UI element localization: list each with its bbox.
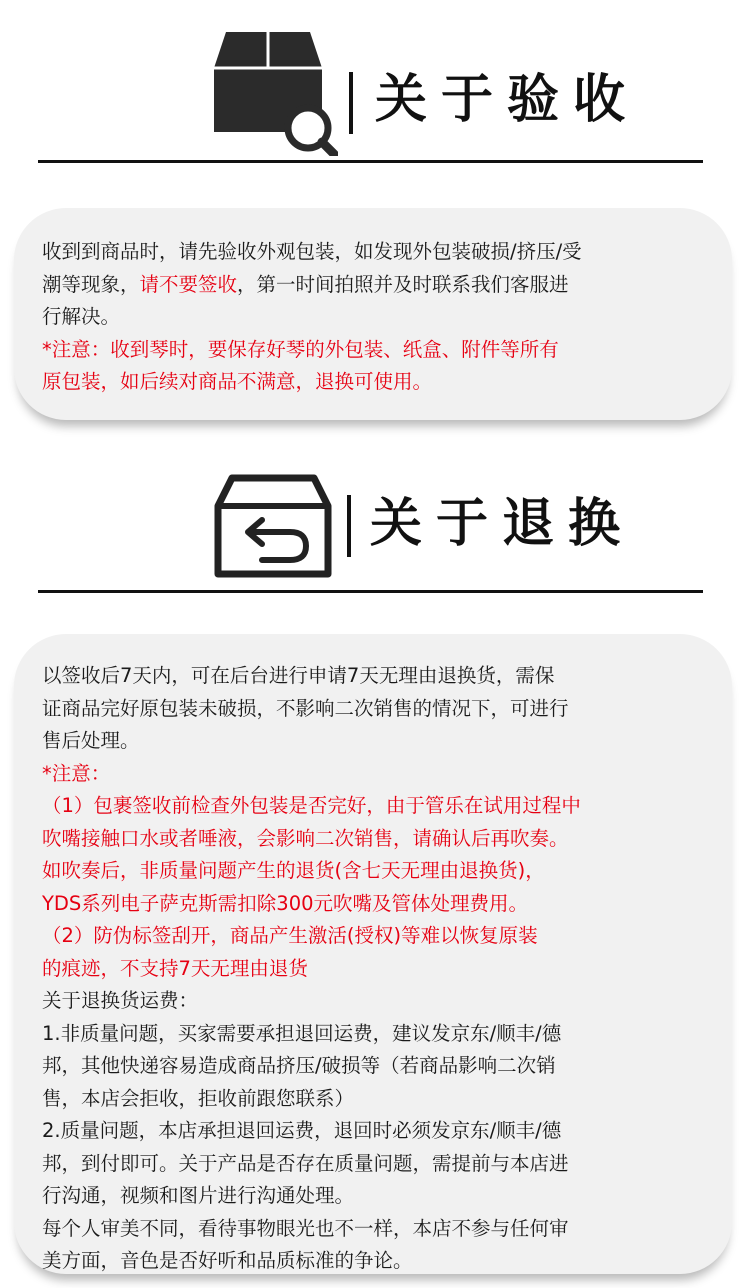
accept-line	[42, 334, 716, 367]
returns-line: 证商品完好原包装未破损，不影响二次销售的情况下，可进行	[42, 696, 569, 720]
returns-card	[14, 634, 732, 1274]
returns-warning-line: （1）包裹签收前检查外包装是否完好，由于管乐在试用过程中	[42, 794, 581, 817]
returns-line: 行沟通，视频和图片进行沟通处理。	[42, 1184, 355, 1207]
accept-line	[42, 236, 716, 269]
accept-text-segment: 潮等现象，	[42, 272, 140, 296]
returns-line: 美方面，音色是否好听和品质标准的争论。	[42, 1249, 413, 1272]
header-divider	[349, 72, 353, 134]
returns-line: 2.质量问题，本店承担退回运费，退回时必须发京东/顺丰/德	[42, 1119, 562, 1142]
returns-warning-line: YDS系列电子萨克斯需扣除300元吹嘴及管体处理费用。	[42, 891, 529, 915]
package-search-icon	[212, 28, 338, 156]
accept-rule	[38, 160, 703, 163]
returns-warning-line: 吹嘴接触口水或者唾液，会影响二次销售，请确认后再吹奏。	[42, 826, 569, 850]
returns-line: 1.非质量问题，买家需要承担退回运费，建议发京东/顺丰/德	[42, 1021, 562, 1045]
returns-warning-line: （2）防伪标签刮开，商品产生激活(授权)等难以恢复原装	[42, 924, 538, 947]
returns-header	[0, 460, 750, 600]
returns-warning-line: 如吹奏后，非质量问题产生的退货(含七天无理由退换货)，	[42, 859, 545, 882]
accept-warning-text: 请不要签收	[139, 272, 238, 296]
returns-line: 邦，其他快递容易造成商品挤压/破损等（若商品影响二次销	[42, 1054, 556, 1077]
returns-line: 售，本店会拒收，拒收前跟您联系）	[42, 1086, 355, 1110]
accept-warning-text: *注意：收到琴时，要保存好琴的外包装、纸盒、附件等所有	[42, 337, 559, 361]
accept-title: 关于验收	[375, 69, 640, 130]
accept-text	[42, 236, 716, 399]
returns-line: 售后处理。	[42, 729, 140, 752]
returns-title: 关于退换	[370, 493, 635, 554]
returns-line: 以签收后7天内，可在后台进行申请7天无理由退换货，需保	[42, 664, 555, 687]
returns-rule	[38, 590, 703, 593]
accept-line	[42, 269, 716, 302]
accept-line	[42, 366, 716, 399]
accept-text-segment: 行解决。	[42, 305, 121, 328]
accept-text-segment: 收到到商品时，请先验收外观包装，如发现外包装破损/挤压/受	[42, 240, 582, 263]
accept-card	[14, 208, 732, 420]
accept-header	[0, 0, 750, 170]
accept-warning-text: 原包装，如后续对商品不满意，退换可使用。	[42, 370, 433, 393]
returns-line: 每个人审美不同，看待事物眼光也不一样，本店不参与任何审	[42, 1216, 569, 1240]
returns-line: 关于退换货运费：	[42, 989, 199, 1012]
accept-line	[42, 301, 716, 334]
returns-warning-line: 的痕迹，不支持7天无理由退货	[42, 956, 308, 980]
header-divider-2	[347, 495, 351, 557]
returns-text	[42, 660, 716, 1278]
returns-line: 邦，到付即可。关于产品是否存在质量问题，需提前与本店进	[42, 1151, 569, 1175]
returns-warning-line: *注意：	[42, 761, 111, 785]
box-return-icon	[214, 474, 332, 578]
accept-text-segment: ，第一时间拍照并及时联系我们客服进	[237, 272, 569, 296]
